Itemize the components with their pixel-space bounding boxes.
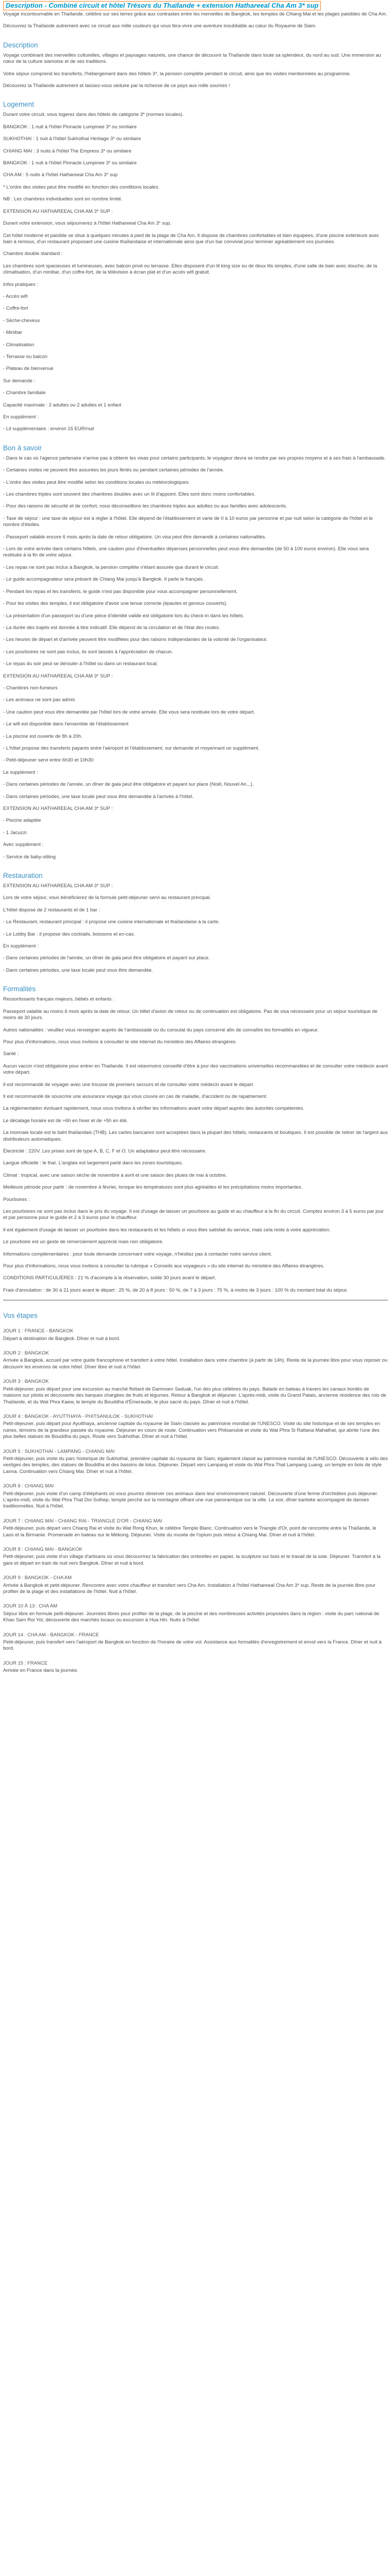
paragraph: CHIANG MAI : 3 nuits à l'hôtel The Empress 3* ou similaire <box>3 148 132 154</box>
paragraph: Les chambres sont spacieuses et lumineuses, avec balcon privé ou terrasse. Elles disposent d'un lit king size ou de deux lits simples, d'une salle de bain avec douche, de la climatisation, d'un minibar, d'un coffre-fort, de la télévision à écran plat et d'un accès wifi gratuit. <box>3 263 377 276</box>
paragraph: - Dans certaines périodes, une taxe locale peut vous être demandée à l'arrivée à l'hôtel. <box>3 793 194 800</box>
paragraph: Découvrez la Thaïlande autrement et laissez-vous séduire par la richesse de ce pays aux mille sourires ! <box>3 83 230 89</box>
paragraph: - Le Restaurant, restaurant principal : il propose une cuisine internationale et thaïlandaise à la carte. <box>3 919 220 925</box>
paragraph: - Coffre-fort <box>3 306 28 312</box>
day-description: Petit-déjeuner, puis départ vers Chiang Rai et visite du Wat Rong Khun, le célèbre Temple Blanc. Continuation vers le Triangle d'Or, point de rencontre entre la Thaïlande, le Laos et la Birmanie. Promenade en bateau sur le Mékong. Déjeuner. Visite du musée de l'opium puis retour à Chiang Mai. Dîner et nuit à l'hôtel. <box>3 1526 377 1538</box>
paragraph: - Le guide accompagnateur sera présent de Chiang Mai jusqu'à Bangkok. Il parle le français. <box>3 577 204 583</box>
day-heading: JOUR 14 : CHA AM - BANGKOK - FRANCE <box>3 1632 99 1638</box>
itinerary-day <box>3 1632 388 1652</box>
paragraph: - La présentation d'un passeport ou d'une pièce d'identité valide est obligatoire lors du check-in dans les hôtels. <box>3 613 245 619</box>
section-title: Restauration <box>3 872 43 880</box>
itinerary-day <box>3 1483 388 1510</box>
itinerary-day <box>3 1660 388 1674</box>
paragraph: - Pendant les repas et les transferts, le guide n'est pas disponible pour vous accompagner personnellement. <box>3 588 238 595</box>
paragraph: - Lors de votre arrivée dans certains hôtels, une caution pour d'éventuelles dépenses personnelles peut vous être demandée (de 50 à 100 euros environ). Elle vous sera restituée à la fin de votre séjour. <box>3 546 369 558</box>
day-description: Petit-déjeuner, puis transfert vers l'aéroport de Bangkok en fonction de l'horaire de votre vol. Assistance aux formalités d'enregistrement et envol vers la France. Dîner et nuit à bord. <box>3 1639 382 1652</box>
paragraph: * L'ordre des visites peut être modifié en fonction des conditions locales. <box>3 184 160 190</box>
day-heading: JOUR 8 : CHIANG MAI - BANGKOK <box>3 1547 83 1552</box>
day-heading: JOUR 6 : CHIANG MAI <box>3 1483 54 1489</box>
paragraph: EXTENSION AU HATHAREEAL CHA AM 3* SUP : <box>3 883 113 889</box>
paragraph: - Pour des raisons de sécurité et de confort, nous déconseillons les chambres triples aux adultes ou aux familles avec adolescents. <box>3 503 287 510</box>
itinerary-list <box>3 1328 388 1674</box>
itinerary-day <box>3 1575 388 1595</box>
paragraph: - Le repas du soir peut se dérouler à l'hôtel ou dans un restaurant local. <box>3 661 158 667</box>
paragraph: Durant votre extension, vous séjournerez à l'hôtel Hathareeal Cha Am 3* sup. <box>3 221 172 227</box>
page-title: Description - Combiné circuit et hôtel Trésors du Thaïlande + extension Hathareeal Cha Am 3* sup <box>3 1 321 10</box>
itinerary-section <box>3 1312 388 1674</box>
paragraph: Voyage incontournable en Thaïlande, célèbre sur ses terres grâce aux contrastes entre les merveilles de Bangkok, les temples de Chiang Mai et les plages paisibles de Cha Am. <box>3 11 387 17</box>
paragraph: - Dans certaines périodes de l'année, un dîner de gala peut être obligatoire et payant sur place (Noël, Nouvel An...). <box>3 782 254 788</box>
paragraph: - Taxe de séjour : une taxe de séjour est à régler à l'hôtel. Elle dépend de l'établissement et varie de 0 à 10 euros par personne et par nuit selon la catégorie de l'hôtel et le nombre d'étoiles. <box>3 515 373 528</box>
paragraph: BANGKOK : 1 nuit à l'hôtel Pinnacle Lumpinee 3* ou similaire <box>3 124 137 130</box>
day-heading: JOUR 7 : CHIANG MAI - CHIANG RAI - TRIANGLE D'OR - CHIANG MAI <box>3 1518 162 1524</box>
paragraph: Sur demande : <box>3 378 36 384</box>
itinerary-title: Vos étapes <box>3 1312 38 1320</box>
section-block <box>3 1051 388 1112</box>
paragraph: - Service de baby-sitting <box>3 854 56 860</box>
paragraph: BANGKOK : 1 nuit à l'hôtel Pinnacle Lumpinee 3* ou similaire <box>3 160 137 166</box>
paragraph: EXTENSION AU HATHAREEAL CHA AM 3* SUP : <box>3 806 113 811</box>
itinerary-day <box>3 1414 388 1440</box>
paragraph: - Une caution peut vous être demandée par l'hôtel lors de votre arrivée. Elle vous sera restituée lors de votre départ. <box>3 709 255 715</box>
section-title: Logement <box>3 100 35 109</box>
section-block <box>3 444 388 668</box>
paragraph: - Plateau de bienvenue <box>3 366 54 372</box>
paragraph: Le décalage horaire est de +6h en hiver et de +5h en été. <box>3 1117 128 1124</box>
section-block <box>3 378 388 433</box>
paragraph: Aucun vaccin n'est obligatoire pour entrer en Thaïlande. Il est néanmoins conseillé d'être à jour des vaccinations universelles recommandées et de consulter votre médecin avant votre départ. <box>3 1063 388 1076</box>
section-block <box>3 770 388 800</box>
day-heading: JOUR 1 : FRANCE - BANGKOK <box>3 1328 74 1334</box>
paragraph: - Dans le cas où l'agence partenaire n'arrive pas à obtenir les visas pour certains participants, le voyageur devra se rendre par ses propres moyens et à ses frais à l'ambassade. <box>3 455 386 461</box>
paragraph: - Petit-déjeuner servi entre 6h30 et 10h30 <box>3 757 94 764</box>
paragraph: - Terrasse ou balcon <box>3 353 47 360</box>
day-description: Petit-déjeuner, puis visite d'un village d'artisans où vous découvrirez la fabrication des ombrelles en papier, la sculpture sur bois et le travail de la soie. Déjeuner. Transfert à la gare et départ en train de nuit vers Bangkok. Dîner et nuit à bord. <box>3 1554 381 1566</box>
paragraph: En supplément : <box>3 943 39 950</box>
paragraph: - L'ordre des visites peut être modifié selon les conditions locales ou météorologiques. <box>3 479 190 485</box>
paragraph: L'hôtel dispose de 2 restaurants et de 1 bar : <box>3 907 100 913</box>
paragraph: Infos pratiques : <box>3 281 38 287</box>
paragraph: La monnaie locale est le baht thaïlandais (THB). Les cartes bancaires sont acceptées dans la plupart des hôtels, restaurants et boutiques. Il est possible de retirer de l'argent aux distributeurs automatiques. <box>3 1130 388 1142</box>
itinerary-day <box>3 1518 388 1538</box>
paragraph: - 1 Jacuzzi <box>3 829 27 836</box>
paragraph: Climat : tropical, avec une saison sèche de novembre à avril et une saison des pluies de mai à octobre. <box>3 1172 227 1178</box>
day-heading: JOUR 9 : BANGKOK - CHA AM <box>3 1575 72 1581</box>
itinerary-day <box>3 1449 388 1476</box>
section-title: Description <box>3 41 38 49</box>
paragraph: - Le Lobby Bar : il propose des cocktails, boissons et en-cas. <box>3 931 135 937</box>
paragraph: SUKHOTHAI : 1 nuit à l'hôtel Sukhothai Heritage 3* ou similaire <box>3 136 141 142</box>
paragraph: La réglementation évoluant rapidement, nous vous invitons à vérifier les informations avant votre départ auprès des autorités compétentes. <box>3 1106 305 1112</box>
paragraph: - La durée des trajets est donnée à titre indicatif. Elle dépend de la circulation et de l'état des routes. <box>3 624 220 631</box>
day-description: Petit-déjeuner, puis départ pour Ayutthaya, ancienne capitale du royaume de Siam classée au patrimoine mondial de l'UNESCO. Visite du site historique et de ses temples en ruines, témoins de la grandeur passée du royaume. Déjeuner en cours de route. Continuation vers Phitsanulok et visite du Wat Phra Si Rattana Mahathat, qui abrite l'une des plus belles statues de Bouddha du pays. Route vers Sukhothai. Dîner et nuit à l'hôtel. <box>3 1421 380 1440</box>
paragraph: Pourboires : <box>3 1196 30 1202</box>
paragraph: - Chambres non-fumeurs <box>3 685 58 691</box>
itinerary-day <box>3 1547 388 1567</box>
section-block <box>3 100 388 202</box>
paragraph: - Minibar <box>3 330 22 336</box>
day-description: Petit-déjeuner, puis visite du parc historique de Sukhothai, première capitale du royaume de Siam, également classé au patrimoine mondial de l'UNESCO. Découverte à vélo des vestiges des temples, des statues de Bouddha et des bassins de lotus. Déjeuner. Départ vers Lampang et visite du Wat Phra That Lampang Luang, un temple en bois de style Lanna. Continuation vers Chiang Mai. Dîner et nuit à l'hôtel. <box>3 1455 388 1475</box>
paragraph: - La piscine est ouverte de 8h à 20h. <box>3 733 83 739</box>
paragraph: - Les chambres triples sont souvent des chambres doubles avec un lit d'appoint. Elles sont donc moins confortables. <box>3 492 256 498</box>
section-block <box>3 1118 388 1191</box>
section-block <box>3 673 388 764</box>
paragraph: NB : Les chambres individuelles sont en nombre limité. <box>3 196 123 202</box>
paragraph: - Les heures de départ et d'arrivée peuvent être modifiées pour des raisons indépendantes de la volonté de l'organisateur. <box>3 637 268 643</box>
paragraph: Meilleure période pour partir : de novembre à février, lorsque les températures sont plus agréables et les précipitations moins importantes. <box>3 1184 303 1191</box>
day-description: Arrivée à Bangkok, accueil par votre guide francophone et transfert à votre hôtel. Installation dans votre chambre (à partir de 14h). Reste de la journée libre pour vous reposer ou découvrir les environs de votre hôtel. Dîner libre et nuit à l'hôtel. <box>3 1358 388 1370</box>
section-block <box>3 209 388 372</box>
itinerary-day <box>3 1603 388 1623</box>
day-heading: JOUR 10 À 13 : CHA AM <box>3 1603 58 1609</box>
paragraph: En supplément : <box>3 414 39 420</box>
section-block <box>3 806 388 860</box>
paragraph: Le supplément : <box>3 769 38 775</box>
day-description: Arrivée à Bangkok et petit-déjeuner. Rencontre avec votre chauffeur et transfert vers Cha Am. Installation à l'hôtel Hathareeal Cha Am 3* sup. Reste de la journée libre pour profiter de la plage et des installations de l'hôtel. Nuit à l'hôtel. <box>3 1582 376 1595</box>
section-block <box>3 41 388 90</box>
paragraph: CONDITIONS PARTICULIÈRES : 21 % d'acompte à la réservation, solde 30 jours avant le départ. <box>3 1275 216 1281</box>
day-heading: JOUR 5 : SUKHOTHAI - LAMPANG - CHIANG MAI <box>3 1448 115 1454</box>
paragraph: - Le wifi est disponible dans l'ensemble de l'établissement <box>3 721 128 727</box>
paragraph: - Accès wifi <box>3 293 28 299</box>
paragraph: Il est recommandé de souscrire une assurance voyage qui vous couvre en cas de maladie, d'accident ou de rapatriement. <box>3 1093 268 1099</box>
itinerary-day <box>3 1350 388 1370</box>
paragraph: - Sèche-cheveux <box>3 317 40 324</box>
paragraph: EXTENSION AU HATHAREEAL CHA AM 3* SUP : <box>3 673 113 679</box>
paragraph: - Les pourboires ne sont pas inclus, ils sont laissés à l'appréciation de chacun. <box>3 649 173 655</box>
paragraph: CHA AM : 5 nuits à l'hôtel Hathareeal Cha Am 3* sup <box>3 172 118 178</box>
paragraph: Les pourboires ne sont pas inclus dans le prix du voyage. Il est d'usage de laisser un pourboire au guide et au chauffeur à la fin du circuit. Comptez environ 3 à 5 euros par jour et par personne pour le guide et 2 à 3 euros pour le chauffeur. <box>3 1209 384 1221</box>
paragraph: Voyage combinant des merveilles culturelles, villages et paysages naturels, une chance de découvrir la Thaïlande dans toute sa splendeur, du nord au sud. Une immersion au cœur de la culture siamoise et de ses traditions. <box>3 52 381 65</box>
paragraph: EXTENSION AU HATHAREEAL CHA AM 3* SUP : <box>3 208 113 214</box>
day-heading: JOUR 4 : BANGKOK - AYUTTHAYA - PHITSANULOK - SUKHOTHAI <box>3 1413 153 1419</box>
section-title: Bon à savoir <box>3 444 42 452</box>
paragraph: Santé : <box>3 1051 19 1057</box>
paragraph: Le pourboire est un geste de remerciement apprécié mais non obligatoire. <box>3 1239 164 1245</box>
paragraph: Capacité maximale : 2 adultes ou 2 adultes et 1 enfant <box>3 402 122 408</box>
day-description: Petit-déjeuner, puis départ pour une excursion au marché flottant de Damnoen Saduak, l'un des plus célèbres du pays. Balade en bateau à travers les canaux bordés de maisons sur pilotis et découverte des barques chargées de fruits et légumes. Retour à Bangkok et déjeuner. L'après-midi, visite du Grand Palais, ancienne résidence des rois de Thaïlande, et du Wat Phra Kaew, le temple du Bouddha d'Émeraude, le plus sacré du pays. Dîner et nuit à l'hôtel. <box>3 1386 386 1405</box>
paragraph: Frais d'annulation : de 30 à 21 jours avant le départ : 25 %, de 20 à 8 jours : 50 %, de 7 à 3 jours : 75 %, à moins de 3 jours : 100 % du montant total du séjour. <box>3 1287 348 1293</box>
paragraph: Ressortissants français majeurs, bébés et enfants : <box>3 996 115 1003</box>
day-description: Séjour libre en formule petit-déjeuner. Journées libres pour profiter de la plage, de la piscine et des nombreuses activités proposées dans la région : visite du parc national de Khao Sam Roi Yot, découverte des marchés locaux ou excursion à Hua Hin. Nuits à l'hôtel. <box>3 1611 380 1623</box>
paragraph: - Dans certaines périodes, une taxe locale peut vous être demandée. <box>3 967 153 973</box>
paragraph: Langue officielle : le thaï. L'anglais est largement parlé dans les zones touristiques. <box>3 1160 183 1166</box>
paragraph: Avec supplément : <box>3 842 43 848</box>
section-block <box>3 1263 388 1269</box>
paragraph: Autres nationalités : veuillez vous renseigner auprès de l'ambassade ou du consulat du pays concerné afin de connaître les formalités en vigueur. <box>3 1027 319 1033</box>
paragraph: - Certaines visites ne peuvent être assurées les jours fériés ou pendant certaines périodes de l'année. <box>3 467 224 473</box>
day-description: Départ à destination de Bangkok. Dîner et nuit à bord. <box>3 1335 121 1342</box>
paragraph: - Dans certaines périodes de l'année, un dîner de gala peut être obligatoire et payant sur place. <box>3 955 210 961</box>
paragraph: - Pour les visites des temples, il est obligatoire d'avoir une tenue correcte (épaules et genoux couverts). <box>3 601 227 607</box>
paragraph: - Les animaux ne sont pas admis <box>3 697 75 703</box>
section-block <box>3 1275 388 1294</box>
paragraph: Informations complémentaires : pour toute demande concernant votre voyage, n'hésitez pas à contacter notre service client. <box>3 1251 272 1257</box>
section-block <box>3 1197 388 1258</box>
section-title: Formalités <box>3 985 36 993</box>
day-description: Petit-déjeuner, puis visite d'un camp d'éléphants où vous pourrez observer ces animaux dans leur environnement naturel. Découverte d'une ferme d'orchidées puis déjeuner. L'après-midi, visite du Wat Phra That Doi Suthep, temple perché sur la montagne offrant une vue panoramique sur la ville. Le soir, dîner kantoke accompagné de danses traditionnelles. Nuit à l'hôtel. <box>3 1490 379 1510</box>
paragraph: - Passeport valable encore 6 mois après la date de retour obligatoire. Un visa peut être demandé à certaines nationalités. <box>3 534 267 540</box>
paragraph: - Climatisation <box>3 342 35 348</box>
day-heading: JOUR 15 : FRANCE <box>3 1660 48 1666</box>
paragraph: Votre séjour comprend les transferts, l'hébergement dans des hôtels 3*, la pension complète pendant le circuit, ainsi que les visites mentionnées au programme. <box>3 71 351 77</box>
paragraph: Il est également d'usage de laisser un pourboire dans les restaurants et les hôtels si vous êtes satisfait du service, mais cela reste à votre appréciation. <box>3 1227 331 1233</box>
paragraph: - Piscine adaptée <box>3 818 41 824</box>
paragraph: Électricité : 220V. Les prises sont de type A, B, C, F et O. Un adaptateur peut être nécessaire. <box>3 1148 207 1154</box>
section-block <box>3 985 388 1045</box>
content <box>3 11 388 1294</box>
paragraph: Durant votre circuit, vous logerez dans des hôtels de catégorie 3* (normes locales). <box>3 112 184 118</box>
section-block <box>3 872 388 974</box>
day-heading: JOUR 2 : BANGKOK <box>3 1350 49 1357</box>
day-description: Arrivée en France dans la journée. <box>3 1668 78 1674</box>
paragraph: Cet hôtel moderne et paisible se situe à quelques minutes à pied de la plage de Cha Am. Il dispose de chambres confortables et bien équipées, d'une piscine extérieure avec bain à remous, d'un restaurant proposant une cuisine thaïlandaise et internationale ainsi que d'un bar convivial pour terminer agréablement vos journées. <box>3 232 380 245</box>
paragraph: - Chambre familiale <box>3 390 46 396</box>
paragraph: - L'hôtel propose des transferts payants entre l'aéroport et l'établissement, sur demande et moyennant un supplément. <box>3 745 260 751</box>
paragraph: Découvrez la Thaïlande autrement avec ce circuit aux mille couleurs qui vous fera vivre une aventure inoubliable au cœur du Royaume de Siam. <box>3 23 317 29</box>
paragraph: Il est recommandé de voyager avec une trousse de premiers secours et de consulter votre médecin avant le départ. <box>3 1081 254 1088</box>
paragraph: Passeport valable au moins 6 mois après la date de retour. Un billet d'avion de retour ou de continuation est obligatoire. Pas de visa nécessaire pour un séjour touristique de moins de 30 jours. <box>3 1008 378 1021</box>
itinerary-day <box>3 1379 388 1405</box>
day-heading: JOUR 3 : BANGKOK <box>3 1379 49 1385</box>
top-banner <box>3 1 388 11</box>
section-block <box>3 11 388 30</box>
paragraph: - Lit supplémentaire : environ 15 EUR/nuit <box>3 426 94 432</box>
paragraph: Pour plus d'informations, nous vous invitons à consulter le site internet du ministère des Affaires étrangères. <box>3 1039 237 1045</box>
paragraph: Pour plus d'informations, nous vous invitons à consulter la rubrique « Conseils aux voyageurs » du site internet du ministère des Affaires étrangères. <box>3 1263 325 1269</box>
paragraph: Chambre double standard : <box>3 251 63 257</box>
paragraph: Lors de votre séjour, vous bénéficierez de la formule petit-déjeuner servi au restaurant principal. <box>3 895 211 901</box>
itinerary-day <box>3 1328 388 1342</box>
paragraph: - Les repas ne sont pas inclus à Bangkok, la pension complète n'étant assurée que durant le circuit. <box>3 564 220 570</box>
